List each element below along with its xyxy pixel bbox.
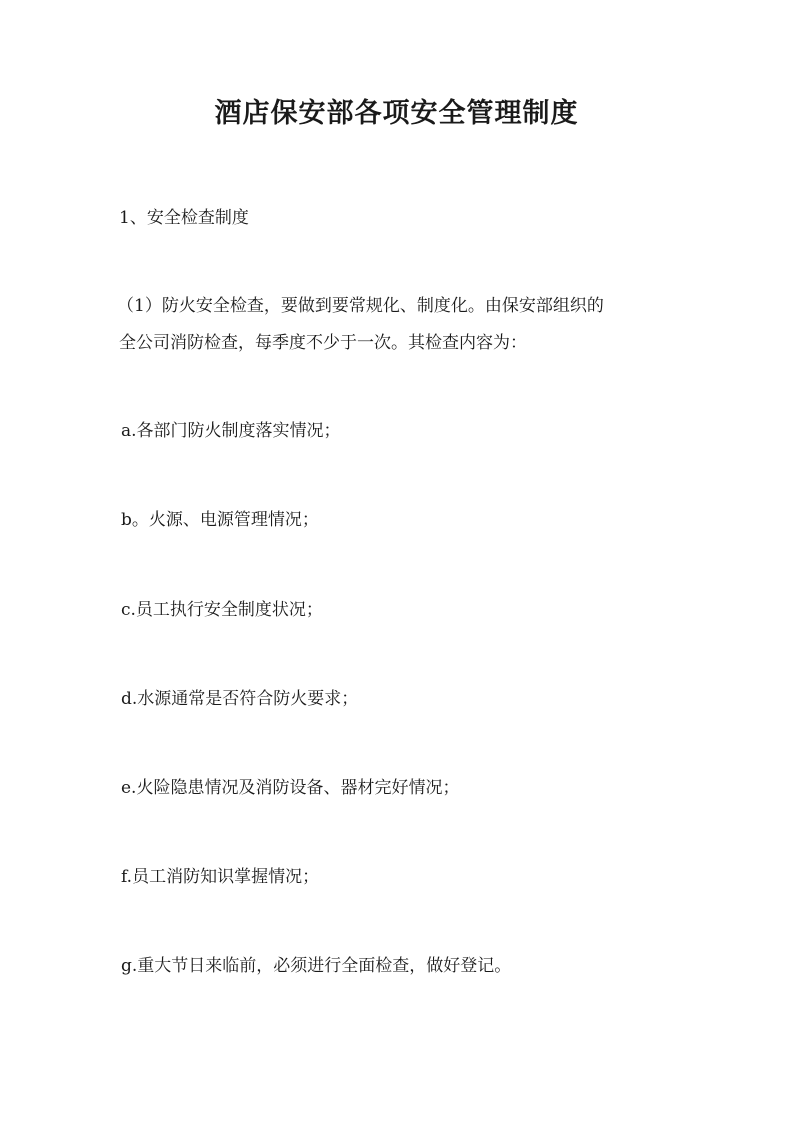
document-title: 酒店保安部各项安全管理制度 [214,98,579,129]
checklist-item: b。火源、电源管理情况； [121,510,319,530]
checklist-item: e.火险隐患情况及消防设备、器材完好情况； [121,778,460,798]
checklist-item: d.水源通常是否符合防火要求； [121,689,359,709]
checklist-item: g.重大节日来临前，必须进行全面检查，做好登记。 [121,956,512,976]
section-heading: 1、安全检查制度 [119,208,249,228]
checklist-item: c.员工执行安全制度状况； [121,600,323,620]
checklist-item: a.各部门防火制度落实情况； [121,421,341,441]
checklist-item: f.员工消防知识掌握情况； [121,867,320,887]
paragraph-line: 全公司消防检查，每季度不少于一次。其检查内容为： [119,333,527,353]
paragraph-line: （1）防火安全检查，要做到要常规化、制度化。由保安部组织的 [117,296,604,316]
